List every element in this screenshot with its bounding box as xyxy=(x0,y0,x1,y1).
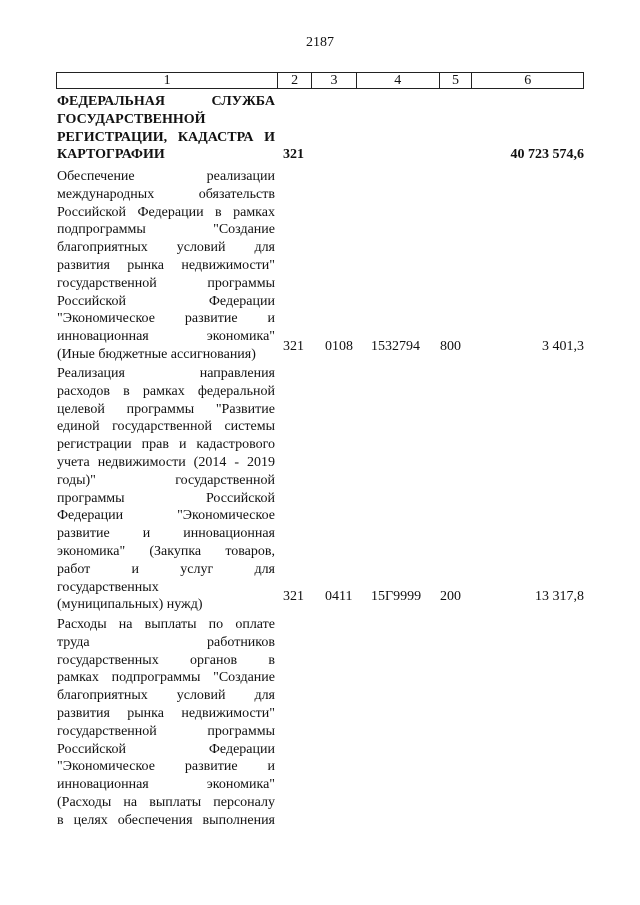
table-row xyxy=(57,616,584,830)
description-line: (Расходы на выплаты персоналу xyxy=(57,794,275,810)
description-line: развитие и инновационная xyxy=(57,526,275,542)
description-line: благоприятных условий для xyxy=(57,240,275,256)
description-line: благоприятных условий для xyxy=(57,688,275,704)
description-line: работ и услуг для xyxy=(57,561,275,577)
description-line: "Экономическое развитие и xyxy=(57,311,275,327)
description-line: (муниципальных) нужд) xyxy=(57,597,203,613)
cell-amount: 40 723 574,6 xyxy=(510,147,584,163)
description-line: инновационная экономика" xyxy=(57,329,275,345)
description-line: Обеспечение реализации xyxy=(57,169,275,184)
description-line: Российской Федерации в рамках xyxy=(57,204,275,220)
description-line: годы)" государственной xyxy=(57,472,275,488)
header-col-2: 2 xyxy=(278,73,312,88)
cell-amount: 13 317,8 xyxy=(535,589,584,605)
cell-amount: 3 401,3 xyxy=(542,339,584,355)
row-description xyxy=(57,93,275,164)
description-line: РЕГИСТРАЦИИ, КАДАСТРА И xyxy=(57,129,275,145)
header-col-1: 1 xyxy=(57,73,278,88)
description-line: учета недвижимости (2014 - 2019 xyxy=(57,454,275,470)
table-header-row xyxy=(56,72,584,89)
description-line: "Экономическое развитие и xyxy=(57,759,275,775)
description-line: государственной программы xyxy=(57,275,275,291)
description-line: Федерации "Экономическое xyxy=(57,508,275,524)
description-line: программы Российской xyxy=(57,490,275,506)
table-row xyxy=(57,168,584,362)
description-line: регистрации прав и кадастрового xyxy=(57,437,275,453)
row-description xyxy=(57,365,275,614)
description-line: КАРТОГРАФИИ xyxy=(57,147,165,163)
description-line: развития рынка недвижимости" xyxy=(57,257,275,273)
description-line: Российской Федерации xyxy=(57,741,275,757)
description-line: экономика" (Закупка товаров, xyxy=(57,543,275,559)
description-line: государственной программы xyxy=(57,723,275,739)
table-row-agency xyxy=(57,93,584,164)
header-col-4: 4 xyxy=(357,73,440,88)
description-line: единой государственной системы xyxy=(57,419,275,435)
description-line: государственных xyxy=(57,579,159,595)
cell-section-code: 0108 xyxy=(325,339,353,355)
cell-admin-code: 321 xyxy=(283,339,304,355)
description-line: в целях обеспечения выполнения xyxy=(57,812,275,828)
description-line: развития рынка недвижимости" xyxy=(57,705,275,721)
description-line: (Иные бюджетные ассигнования) xyxy=(57,346,256,362)
description-line: рамках подпрограммы "Создание xyxy=(57,670,275,686)
header-col-5: 5 xyxy=(440,73,473,88)
description-line: Расходы на выплаты по оплате xyxy=(57,617,275,632)
description-line: инновационная экономика" xyxy=(57,777,275,793)
cell-target-code: 1532794 xyxy=(371,339,420,355)
description-line: ФЕДЕРАЛЬНАЯ СЛУЖБА xyxy=(57,94,275,109)
page-number: 2187 xyxy=(306,35,334,50)
description-line: Российской Федерации xyxy=(57,293,275,309)
cell-target-code: 15Г9999 xyxy=(371,589,422,605)
cell-admin-code: 321 xyxy=(283,147,304,163)
description-line: ГОСУДАРСТВЕННОЙ xyxy=(57,111,206,127)
description-line: труда работников xyxy=(57,634,275,650)
description-line: подпрограммы "Создание xyxy=(57,222,275,238)
description-line: международных обязательств xyxy=(57,186,275,202)
description-line: расходов в рамках федеральной xyxy=(57,383,275,399)
cell-expense-type: 800 xyxy=(440,339,461,355)
table-row xyxy=(57,365,584,613)
description-line: целевой программы "Развитие xyxy=(57,401,275,417)
cell-section-code: 0411 xyxy=(325,589,353,605)
cell-admin-code: 321 xyxy=(283,589,304,605)
header-col-3: 3 xyxy=(312,73,357,88)
row-description xyxy=(57,616,275,830)
cell-expense-type: 200 xyxy=(440,589,461,605)
description-line: государственных органов в xyxy=(57,652,275,668)
row-description xyxy=(57,168,275,364)
description-line: Реализация направления xyxy=(57,366,275,381)
header-col-6: 6 xyxy=(524,73,532,88)
